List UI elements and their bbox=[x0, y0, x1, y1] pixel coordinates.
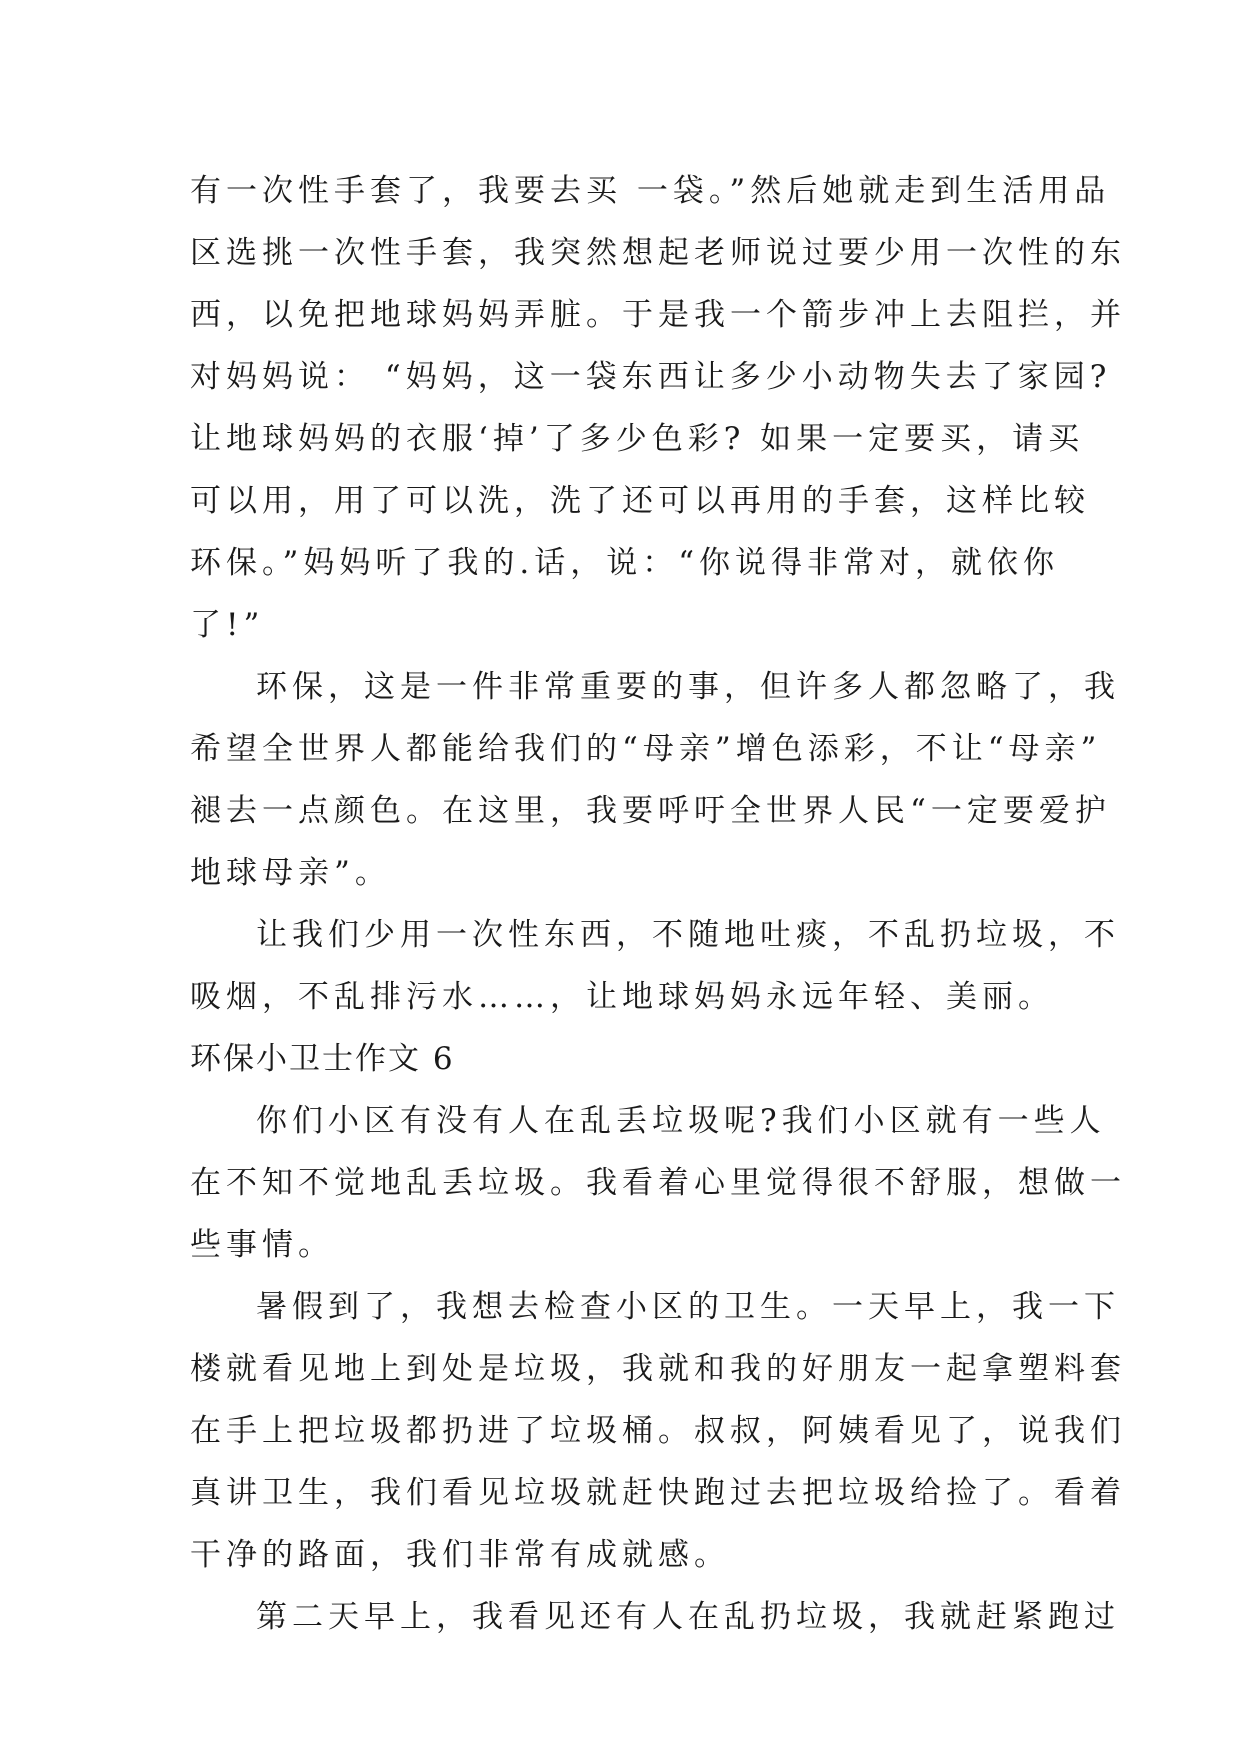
text-line: 西，以免把地球妈妈弄脏。于是我一个箭步冲上去阻拦，并 bbox=[190, 297, 1126, 333]
document-body bbox=[190, 160, 1126, 1648]
text-line: 可以用，用了可以洗，洗了还可以再用的手套，这样比较 bbox=[190, 483, 1090, 519]
text-line: 楼就看见地上到处是垃圾，我就和我的好朋友一起拿塑料套 bbox=[190, 1351, 1126, 1387]
paragraph-first-line: 环保，这是一件非常重要的事，但许多人都忽略了，我 bbox=[256, 669, 1120, 705]
text-line: 环保。”妈妈听了我的.话，说：“你说得非常对，就依你 bbox=[190, 545, 1060, 581]
paragraph-first-line: 暑假到了，我想去检查小区的卫生。一天早上，我一下 bbox=[256, 1289, 1120, 1325]
section-heading: 环保小卫士作文 6 bbox=[190, 1041, 455, 1077]
text-line: 些事情。 bbox=[190, 1227, 334, 1263]
text-line: 干净的路面，我们非常有成就感。 bbox=[190, 1537, 730, 1573]
paragraph-first-line: 让我们少用一次性东西，不随地吐痰，不乱扔垃圾，不 bbox=[256, 917, 1120, 953]
text-line: 希望全世界人都能给我们的“母亲”增色添彩，不让“母亲” bbox=[190, 731, 1102, 767]
text-line: 在手上把垃圾都扔进了垃圾桶。叔叔，阿姨看见了，说我们 bbox=[190, 1413, 1126, 1449]
text-line: 对妈妈说： “妈妈，这一袋东西让多少小动物失去了家园? bbox=[190, 359, 1112, 395]
text-line: 在不知不觉地乱丢垃圾。我看着心里觉得很不舒服，想做一 bbox=[190, 1165, 1126, 1201]
text-line: 吸烟，不乱排污水……，让地球妈妈永远年轻、美丽。 bbox=[190, 979, 1054, 1015]
text-line: 有一次性手套了，我要去买 一袋。”然后她就走到生活用品 bbox=[190, 173, 1111, 209]
text-line: 了!” bbox=[190, 607, 265, 643]
paragraph-first-line: 第二天早上，我看见还有人在乱扔垃圾，我就赶紧跑过 bbox=[256, 1599, 1120, 1635]
text-line: 区选挑一次性手套，我突然想起老师说过要少用一次性的东 bbox=[190, 235, 1126, 271]
text-line: 让地球妈妈的衣服‘掉’了多少色彩? 如果一定要买，请买 bbox=[190, 421, 1085, 457]
text-line: 真讲卫生，我们看见垃圾就赶快跑过去把垃圾给捡了。看着 bbox=[190, 1475, 1126, 1511]
text-line: 地球母亲”。 bbox=[190, 855, 391, 891]
paragraph-first-line: 你们小区有没有人在乱丢垃圾呢?我们小区就有一些人 bbox=[256, 1103, 1106, 1139]
text-line: 褪去一点颜色。在这里，我要呼吁全世界人民“一定要爱护 bbox=[190, 793, 1111, 829]
